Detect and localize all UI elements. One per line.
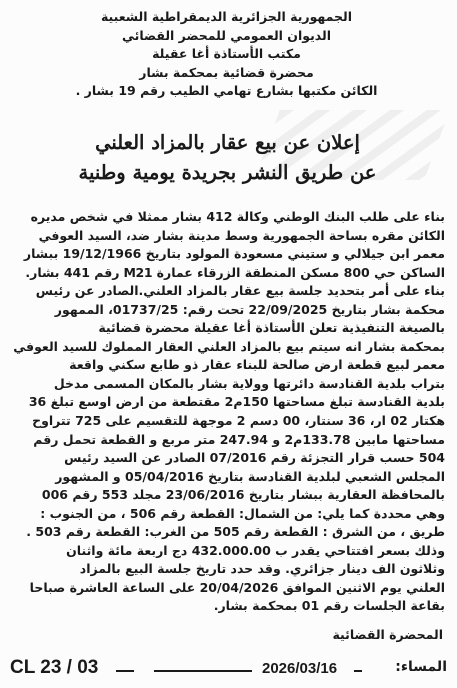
body-line: بلدية القنادسة تبلغ مساحتها 150م2 مقتطعة من ارض اوسع تبلغ 36 bbox=[28, 394, 445, 410]
body-line: مساحتها مابين 133.78م2 و 247.94 متر مربع و القطعة تحمل رقم bbox=[33, 431, 445, 447]
newspaper-name: المساء: bbox=[395, 659, 447, 675]
title-line-1: إعلان عن بيع عقار بالمزاد العلني bbox=[95, 131, 360, 154]
header-line-republic: الجمهورية الجزائرية الديمقراطية الشعبية bbox=[100, 9, 353, 24]
body-line: وهي محددة كما يلي: من الشمال: القطعة رقم 506 ، من الجنوب : bbox=[40, 505, 445, 521]
classified-ref: CL 23 / 03 bbox=[10, 657, 99, 678]
body-line: هكتار 02 ار، 36 سنتار، 00 دسم 2 موجهة للتقسيم على 725 تتراوح bbox=[32, 413, 445, 429]
header-line-office: الديوان العمومي للمحضر القضائي bbox=[122, 27, 331, 43]
body-line: 504 حسب قرار التجزئة رقم 07/2016 الصادر عن السيد رئيس bbox=[64, 450, 445, 466]
body-line: العلني يوم الاثنين الموافق 20/04/2026 على الساعة العاشرة صباحا bbox=[29, 579, 445, 595]
notice-title bbox=[10, 128, 445, 188]
footer-rule bbox=[154, 670, 252, 672]
notice-body bbox=[12, 208, 445, 616]
body-line: وذلك بسعر افتتاحي يقدر ب 432.000.00 دج اربعة مائة واثنان bbox=[66, 542, 445, 558]
body-line: بالصيغة التنفيذية تعلن الأستاذة أغا عقيلة محضرة قضائية bbox=[98, 320, 445, 336]
signature-label: المحضرة القضائية bbox=[332, 627, 443, 642]
publication-date: 2026/03/16 bbox=[262, 660, 338, 677]
body-line: معمر لبيع قطعة ارض صالحة للبناء عقار ذو طابع سكني واقعة bbox=[69, 357, 445, 373]
footer-bar bbox=[4, 656, 453, 682]
body-line: المجلس الشعبي لبلدية القنادسة بتاريخ 05/04/2016 و المشهور bbox=[55, 468, 445, 484]
body-line: طريق ، من الشرق : القطعة رقم 505 من الغرب: القطعة رقم 503 . bbox=[26, 524, 445, 540]
body-line: بناء على طلب البنك الوطني وكالة 412 بشار ممثلا في شخص مديره bbox=[30, 209, 445, 224]
header-line-court: محضرة قضائية بمحكمة بشار bbox=[139, 64, 314, 80]
body-line: وثلاثون الف دينار جزائري. وقد حدد تاريخ جلسة البيع بالمزاد bbox=[79, 561, 445, 577]
body-line: بمحكمة بشار انه سيتم بيع بالمزاد العلني العقار المملوك للسيد العوفي bbox=[13, 338, 445, 354]
title-line-2: عن طريق النشر بجريدة يومية وطنية bbox=[78, 161, 377, 184]
footer-dash-left bbox=[116, 670, 134, 672]
notice-header bbox=[10, 8, 443, 101]
body-line: بتراب بلدية القنادسة دائرتها وولاية بشار بالمكان المسمى مدخل bbox=[53, 375, 445, 391]
body-line: محكمة بشار بتاريخ 22/09/2025 تحت رقم: 01737/25، الممهور bbox=[54, 301, 445, 317]
footer-dash-right bbox=[354, 670, 362, 672]
body-line: الساكن حي 800 مسكن المنطقة الزرقاء عمارة M21 رقم 441 بشار. bbox=[25, 264, 445, 280]
body-line: بقاعة الجلسات رقم 01 بمحكمة بشار. bbox=[213, 598, 445, 614]
body-line: بالمحافظة العقارية ببشار بتاريخ 23/06/2016 مجلد 553 رقم 006 bbox=[41, 487, 445, 503]
header-line-address: الكائن مكتبها بشارع تهامي الطيب رقم 19 بشار . bbox=[75, 83, 378, 98]
body-line: الكائن مقره بساحة الجمهورية وسط مدينة بشار ضد، السيد العوفي bbox=[38, 227, 445, 243]
body-line: بناء على أمر بتحديد جلسة بيع عقار بالمزاد العلني.الصادر عن رئيس bbox=[35, 283, 445, 299]
header-line-bureau: مكتب الأستاذة أغا عقيلة bbox=[152, 46, 301, 61]
body-line: معمر ابن جيلالي و ستيني مسعودة المولود بتاريخ 19/12/1966 ببشار bbox=[23, 246, 445, 262]
